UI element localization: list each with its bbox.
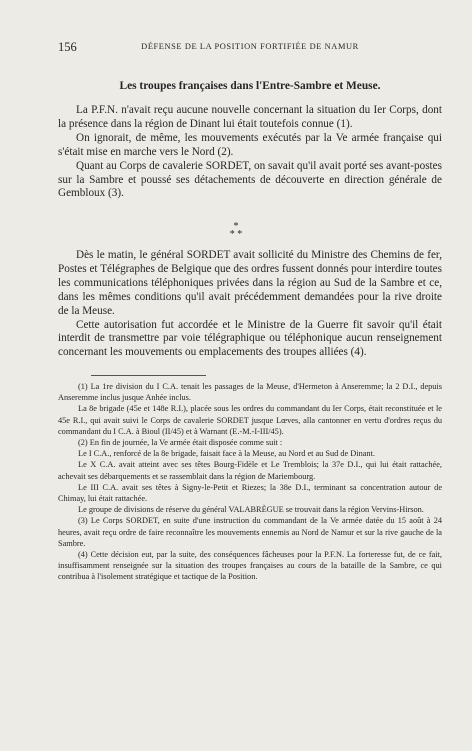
paragraph: Cette autorisation fut accordée et le Ministre de la Guerre fit savoir qu'il était interdit de transmettre par voie télégraphique ou téléphonique aucun renseignement concernant les mouvements ou emplacements des troupes alliées (4). bbox=[58, 318, 442, 359]
footnote: (1) La 1re division du I C.A. tenait les passages de la Meuse, d'Hermeton à Anseremme; la 2 D.I., depuis Anseremme inclus jusque Anhée inclus. bbox=[58, 382, 442, 403]
paragraph: Quant au Corps de cavalerie SORDET, on savait qu'il avait porté ses avant-postes sur la Sambre et poussé ses détachements de découverte en direction générale de Gembloux (3). bbox=[58, 159, 442, 200]
asterism-glyph: * * * bbox=[229, 221, 243, 240]
body-text-before bbox=[58, 104, 442, 201]
footnote: (3) Le Corps SORDET, en suite d'une instruction du commandant de la Ve armée datée du 15 août à 24 heures, avait reçu ordre de faire reconnaître les mouvements ennemis au Nord de Namur et sur la rive gauche de la Sambre. bbox=[58, 516, 442, 548]
running-title: DÉFENSE DE LA POSITION FORTIFIÉE DE NAMUR bbox=[141, 42, 359, 51]
body-text-after bbox=[58, 249, 442, 360]
section-title: Les troupes françaises dans l'Entre-Sambre et Meuse. bbox=[119, 80, 381, 92]
footnote: (2) En fin de journée, la Ve armée était disposée comme suit : bbox=[78, 438, 283, 448]
footnote: Le groupe de divisions de réserve du général VALABRÈGUE se trouvait dans la région Vervins-Hirson. bbox=[78, 505, 424, 515]
footnote: Le I C.A., renforcé de la 8e brigade, faisait face à la Meuse, au Nord et au Sud de Dinant. bbox=[78, 449, 375, 459]
paragraph: La P.F.N. n'avait reçu aucune nouvelle concernant la situation du Ier Corps, dont la présence dans la région de Dinant lui était toutefois connue (1). bbox=[58, 104, 442, 130]
footnote: Le III C.A. avait ses têtes à Signy-le-Petit et Riezes; la 38e D.I., terminant sa concentration autour de Chimay, lui était rattachée. bbox=[58, 482, 442, 504]
footnote: La 8e brigade (45e et 148e R.I.), placée sous les ordres du commandant du Ier Corps, était reconstituée et le 45e R.I., qui avait suivi le Corps de cavalerie SORDET jusque Lœves, alla cantonner en vertu d'ordres reçus du commandant du I C.A. à Bioul (II/45) et à Warnant (E.-M.-I-III/45). bbox=[58, 404, 442, 436]
page-number: 156 bbox=[58, 40, 77, 54]
paragraph: On ignorait, de même, les mouvements exécutés par la Ve armée française qui s'était mise en marche vers le Nord (2). bbox=[58, 131, 442, 158]
asterism-separator bbox=[0, 223, 472, 239]
footnotes bbox=[58, 381, 442, 583]
footnote: Le X C.A. avait atteint avec ses têtes Bourg-Fidèle et Le Tremblois; la 37e D.I., qui lui était rattachée, achevait ses débarquements et se rassemblait dans la région de Mariembourg. bbox=[58, 460, 442, 481]
footnote: (4) Cette décision eut, par la suite, des conséquences fâcheuses pour la P.F.N. La forteresse fut, de ce fait, insuffisamment renseignée sur la situation des troupes françaises au cours de la bataille de la Sambre, ce qui contribua à l'isolement stratégique et tactique de la Position. bbox=[58, 550, 442, 582]
paragraph: Dès le matin, le général SORDET avait sollicité du Ministre des Chemins de fer, Postes et Télégraphes de Belgique que des ordres fussent donnés pour interdire toutes les communications téléphoniques privées dans la région au Sud de la Sambre et ce, dans les mêmes conditions qu'il avait précédemment demandées pour la rive droite de la Meuse. bbox=[58, 249, 442, 317]
footnote-rule bbox=[91, 375, 206, 376]
